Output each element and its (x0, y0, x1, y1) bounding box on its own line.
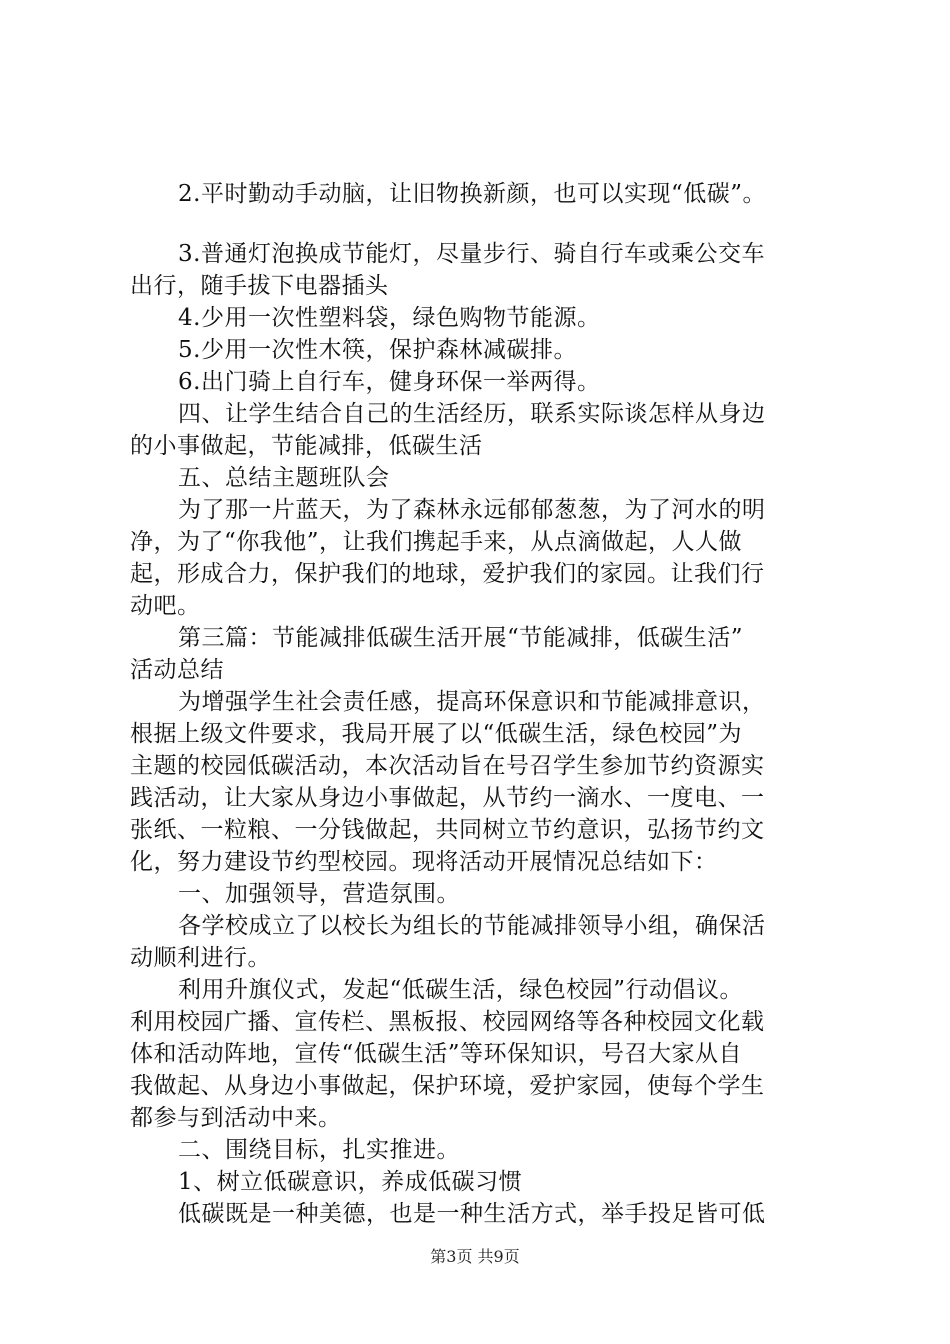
text-line: 出行，随手拔下电器插头 (130, 273, 389, 299)
text-line: 根据上级文件要求，我局开展了以“低碳生活，绿色校园”为 (130, 721, 743, 747)
text-line: 都参与到活动中来。 (130, 1105, 342, 1131)
text-line: 2.平时勤动手动脑，让旧物换新颜，也可以实现“低碳”。 (178, 181, 766, 207)
text-line: 动吧。 (130, 593, 201, 619)
text-line: 为了那一片蓝天，为了森林永远郁郁葱葱，为了河水的明 (178, 497, 766, 523)
text-line: 践活动，让大家从身边小事做起，从节约一滴水、一度电、一 (130, 785, 765, 811)
text-line: 5.少用一次性木筷，保护森林减碳排。 (178, 337, 577, 363)
text-line: 化，努力建设节约型校园。现将活动开展情况总结如下： (130, 849, 718, 875)
text-line: 一、加强领导，营造氛围。 (178, 881, 460, 907)
text-line: 净，为了“你我他”，让我们携起手来，从点滴做起，人人做 (130, 529, 743, 555)
text-line: 体和活动阵地，宣传“低碳生活”等环保知识，号召大家从自 (130, 1041, 743, 1067)
text-line: 主题的校园低碳活动，本次活动旨在号召学生参加节约资源实 (130, 753, 765, 779)
text-line: 4.少用一次性塑料袋，绿色购物节能源。 (178, 305, 601, 331)
text-line: 五、总结主题班队会 (178, 465, 390, 491)
text-line: 1、树立低碳意识，养成低碳习惯 (178, 1169, 523, 1195)
text-line: 起，形成合力，保护我们的地球，爱护我们的家园。让我们行 (130, 561, 765, 587)
text-line: 我做起、从身边小事做起，保护环境，爱护家园，使每个学生 (130, 1073, 765, 1099)
section-heading: 第三篇：节能减排低碳生活开展“节能减排，低碳生活” (178, 625, 744, 651)
text-line: 二、围绕目标，扎实推进。 (178, 1137, 460, 1163)
text-line: 各学校成立了以校长为组长的节能减排领导小组，确保活 (178, 913, 766, 939)
text-line: 3.普通灯泡换成节能灯，尽量步行、骑自行车或乘公交车 (178, 241, 765, 267)
text-line: 利用升旗仪式，发起“低碳生活，绿色校园”行动倡议。 (178, 977, 744, 1003)
text-line: 6.出门骑上自行车，健身环保一举两得。 (178, 369, 601, 395)
text-line: 四、让学生结合自己的生活经历，联系实际谈怎样从身边 (178, 401, 766, 427)
text-line: 张纸、一粒粮、一分钱做起，共同树立节约意识，弘扬节约文 (130, 817, 765, 843)
text-line: 低碳既是一种美德，也是一种生活方式，举手投足皆可低 (178, 1201, 766, 1227)
page-number-footer: 第3页 共9页 (430, 1247, 520, 1266)
text-line: 动顺利进行。 (130, 945, 271, 971)
text-line: 利用校园广播、宣传栏、黑板报、校园网络等各种校园文化载 (130, 1009, 765, 1035)
section-heading: 活动总结 (130, 657, 224, 683)
text-line: 的小事做起，节能减排，低碳生活 (130, 433, 483, 459)
text-line: 为增强学生社会责任感，提高环保意识和节能减排意识， (178, 689, 766, 715)
